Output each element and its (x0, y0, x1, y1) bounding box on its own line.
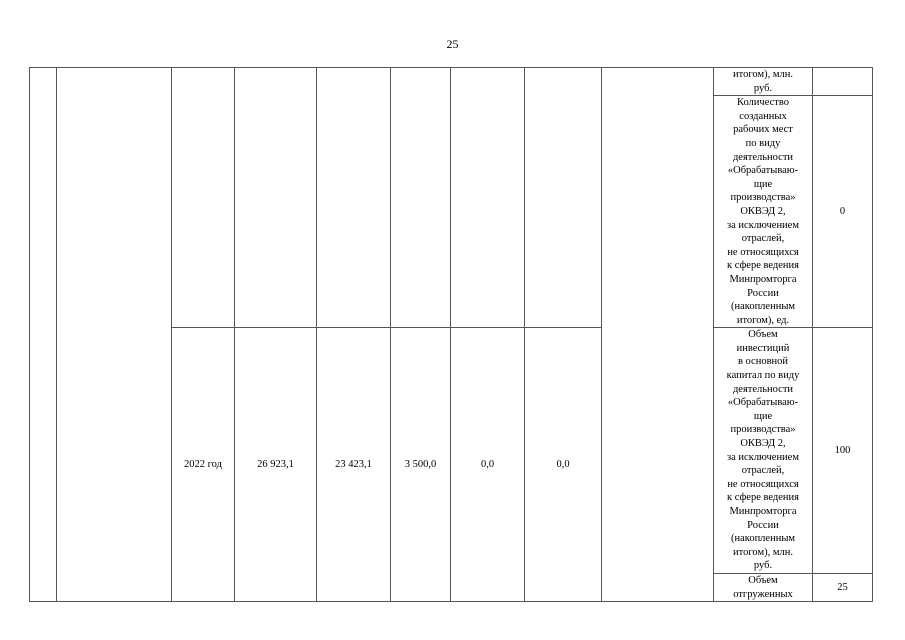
table-row (30, 68, 873, 96)
indicator-cell (714, 328, 813, 574)
value-cell (813, 68, 873, 96)
cell-number (30, 68, 57, 602)
total-cell: 26 923,1 (235, 328, 317, 602)
year-cell: 2022 год (172, 328, 235, 602)
program-table (29, 67, 873, 602)
cell-col3 (391, 68, 451, 328)
col5-cell: 0,0 (525, 328, 602, 602)
col2-cell: 23 423,1 (317, 328, 391, 602)
page-number: 25 (446, 37, 459, 51)
cell-col2 (317, 68, 391, 328)
col4-cell: 0,0 (451, 328, 525, 602)
cell-col5 (525, 68, 602, 328)
cell-year (172, 68, 235, 328)
indicator-cell (714, 96, 813, 328)
col3-cell: 3 500,0 (391, 328, 451, 602)
cell-total (235, 68, 317, 328)
value-cell: 100 (813, 328, 873, 574)
indicator-text: Объем отгруженных (733, 574, 793, 600)
indicator-cell (714, 68, 813, 96)
cell-col4 (451, 68, 525, 328)
value-cell: 0 (813, 96, 873, 328)
indicator-text: Количество созданных рабочих мест по виду деятельности «Обрабатываю- щие производства» ОКВЭД 2, за исключением отраслей, не относящихся к сфере ведения Минпромторга России (накопленным итогом), ед. (726, 97, 799, 326)
indicator-text: Объем инвестиций в основной капитал по виду деятельности «Обрабатываю- щие производства» ОКВЭД 2, за исключением отраслей, не относящихся к сфере ведения Минпромторга России (накопленным итогом), млн. руб. (726, 329, 800, 572)
indicator-cell (714, 573, 813, 601)
indicator-text: итогом), млн. руб. (733, 69, 793, 94)
value-cell: 25 (813, 573, 873, 601)
cell-name (57, 68, 172, 602)
cell-executor (602, 68, 714, 602)
